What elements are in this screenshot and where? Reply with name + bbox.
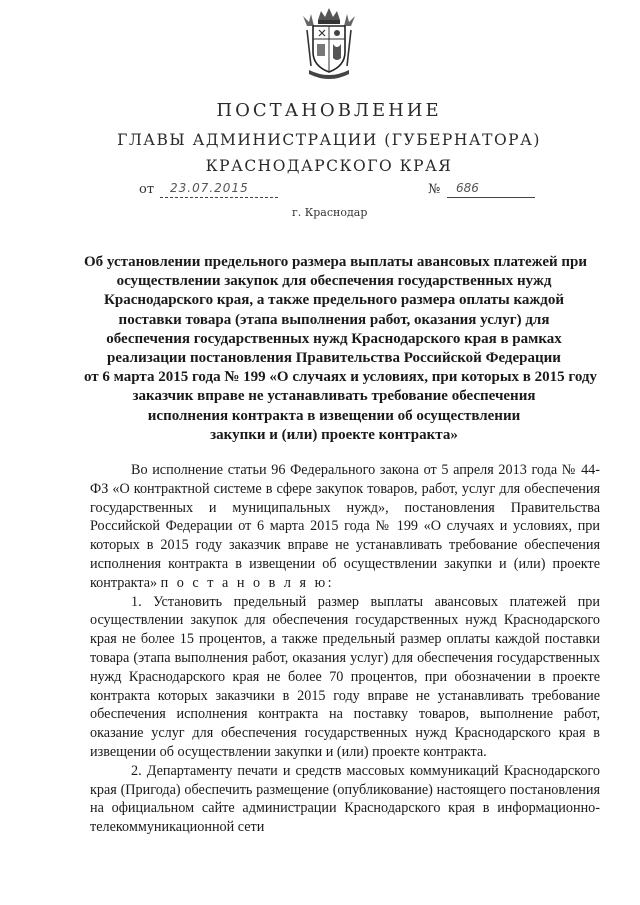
number-underline bbox=[447, 197, 535, 198]
heading-line: реализации постановления Правительства Российской Федерации bbox=[107, 350, 561, 367]
document-title: ПОСТАНОВЛЕНИЕ bbox=[216, 100, 442, 121]
document-body bbox=[90, 461, 600, 837]
date-underline bbox=[160, 197, 278, 198]
document-date: 23.07.2015 bbox=[170, 181, 249, 195]
intro-paragraph bbox=[90, 461, 600, 593]
authority-title-line-1: ГЛАВЫ АДМИНИСТРАЦИИ (ГУБЕРНАТОРА) bbox=[117, 131, 541, 149]
decree-word: п о с т а н о в л я ю: bbox=[160, 574, 335, 591]
heading-line: Краснодарского края, а также предельного размера оплаты каждой bbox=[104, 292, 564, 309]
authority-title-line-2: КРАСНОДАРСКОГО КРАЯ bbox=[205, 157, 453, 175]
heading-line: заказчик вправе не устанавливать требование обеспечения bbox=[132, 388, 536, 405]
heading-line: осуществлении закупок для обеспечения государственных нужд bbox=[116, 273, 552, 290]
from-label: от bbox=[139, 182, 155, 197]
city-label: г. Краснодар bbox=[292, 206, 368, 219]
number-label: № bbox=[428, 182, 441, 197]
heading-line: поставки товара (этапа выполнения работ, оказания услуг) для bbox=[118, 311, 550, 328]
document-number: 686 bbox=[456, 181, 479, 195]
heading-line: от 6 марта 2015 года № 199 «О случаях и условиях, при которых в 2015 году bbox=[84, 369, 597, 386]
item-2-paragraph: 2. Департаменту печати и средств массовых коммуникаций Краснодарского края (Пригода) обеспечить размещение (опубликование) настоящего постановления на официальном сайте администрации Краснодарского края в информационно-телекоммуникационной сети bbox=[90, 762, 600, 836]
intro-text: Во исполнение статьи 96 Федерального закона от 5 апреля 2013 года № 44-ФЗ «О контрактной системе в сфере закупок товаров, работ, услуг для обеспечения государственных и муниципальных нужд», постановления Правительства Российской Федерации от 6 марта 2015 года № 199 «О случаях и условиях, при которых в 2015 году заказчик вправе не устанавливать требование обеспечения исполнения контракта в извещении об осуществлении закупки и (или) проекте контракта» bbox=[90, 462, 600, 591]
heading-line: закупки и (или) проекте контракта» bbox=[210, 426, 458, 443]
heading-line: Об установлении предельного размера выплаты авансовых платежей при bbox=[84, 254, 588, 270]
coat-of-arms-icon bbox=[301, 6, 357, 82]
item-1-paragraph: 1. Установить предельный размер выплаты авансовых платежей при осуществлении закупок для обеспечения государственных нужд Краснодарского края не более 15 процентов, а также предельный размер оплаты каждой поставки товара (этапа выполнения работ, оказания услуг) для обеспечения государственных нужд Краснодарского края не более 70 процентов, при обозначении в проекте контракта которых заказчики в 2015 году вправе не устанавливать требование обеспечения исполнения контракта на поставку товаров, выполнение работ, оказание услуг для обеспечения государственных нужд Краснодарского края в извещении об осуществлении закупки и (или) проекте контракта. bbox=[90, 593, 600, 760]
heading-line: обеспечения государственных нужд Краснодарского края в рамках bbox=[106, 330, 562, 347]
heading-line: исполнения контракта в извещении об осуществлении bbox=[147, 407, 521, 424]
document-heading bbox=[84, 253, 597, 445]
